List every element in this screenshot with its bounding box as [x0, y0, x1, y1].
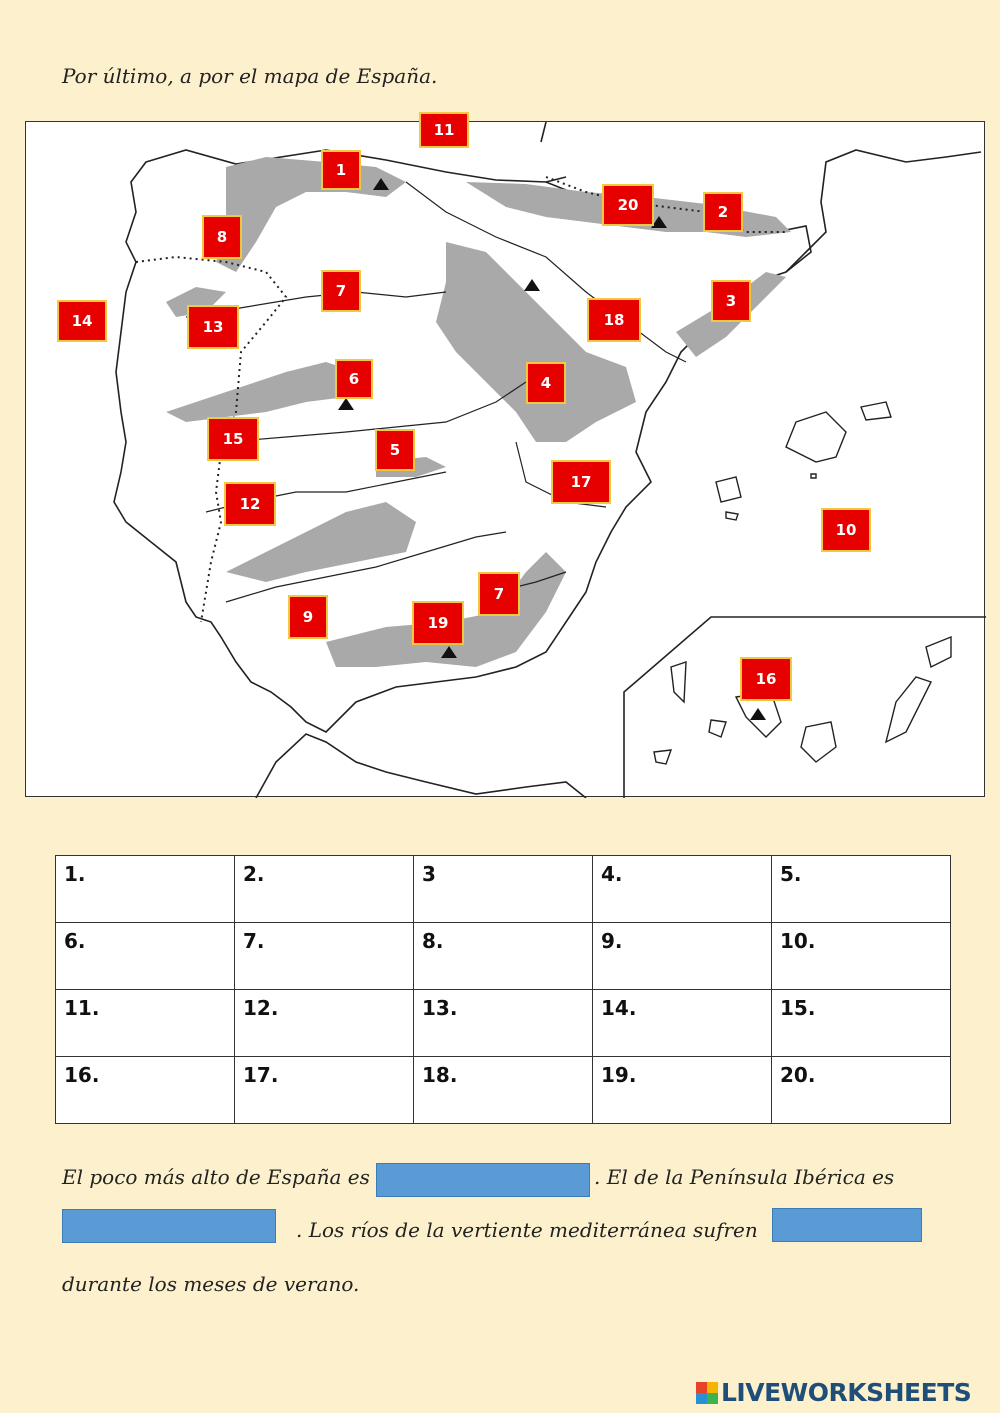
- map-marker-8[interactable]: 8: [202, 215, 242, 259]
- answer-cell[interactable]: 17.: [235, 1057, 414, 1124]
- answer-cell[interactable]: 15.: [772, 990, 951, 1057]
- map-marker-7-north[interactable]: 7: [321, 270, 361, 312]
- answer-cell[interactable]: 5.: [772, 856, 951, 923]
- map-marker-4[interactable]: 4: [526, 362, 566, 404]
- map-marker-1[interactable]: 1: [321, 150, 361, 190]
- map-marker-19[interactable]: 19: [412, 601, 464, 645]
- map-marker-16[interactable]: 16: [740, 657, 792, 701]
- answer-cell[interactable]: 3: [414, 856, 593, 923]
- map-marker-20[interactable]: 20: [602, 184, 654, 226]
- map-marker-15[interactable]: 15: [207, 417, 259, 461]
- table-row: [56, 856, 951, 923]
- africa-coast: [256, 734, 586, 798]
- ibiza: [716, 477, 741, 502]
- answer-cell[interactable]: 18.: [414, 1057, 593, 1124]
- answer-cell[interactable]: 4.: [593, 856, 772, 923]
- answer-cell[interactable]: 2.: [235, 856, 414, 923]
- isla-la-gomera: [709, 720, 726, 737]
- answer-cell[interactable]: 12.: [235, 990, 414, 1057]
- map-marker-6[interactable]: 6: [335, 359, 373, 399]
- map-drawing: [26, 122, 986, 798]
- answer-cell[interactable]: 1.: [56, 856, 235, 923]
- liveworksheets-logo-icon: [696, 1382, 718, 1404]
- answer-cell[interactable]: 6.: [56, 923, 235, 990]
- map-marker-9[interactable]: 9: [288, 595, 328, 639]
- answer-table: [55, 855, 951, 1124]
- answer-cell[interactable]: 16.: [56, 1057, 235, 1124]
- cabrera: [811, 474, 816, 478]
- map-marker-3[interactable]: 3: [711, 280, 751, 322]
- sentence-text: . El de la Península Ibérica es: [594, 1165, 895, 1189]
- answer-cell[interactable]: 10.: [772, 923, 951, 990]
- isla-fuerteventura: [886, 677, 931, 742]
- map-marker-14[interactable]: 14: [57, 300, 107, 342]
- answer-cell[interactable]: 8.: [414, 923, 593, 990]
- table-row: [56, 923, 951, 990]
- isla-gran-canaria: [801, 722, 836, 762]
- sentence-text: . Los ríos de la vertiente mediterránea sufren: [296, 1218, 758, 1242]
- answer-blank-2[interactable]: [62, 1209, 276, 1243]
- map-marker-12[interactable]: 12: [224, 482, 276, 526]
- answer-cell[interactable]: 13.: [414, 990, 593, 1057]
- map-marker-7-south[interactable]: 7: [478, 572, 520, 616]
- answer-blank-1[interactable]: [376, 1163, 590, 1197]
- map-marker-17[interactable]: 17: [551, 460, 611, 504]
- answer-blank-3[interactable]: [772, 1208, 922, 1242]
- isla-el-hierro: [654, 750, 671, 764]
- table-row: [56, 1057, 951, 1124]
- map-marker-11[interactable]: 11: [419, 112, 469, 148]
- answer-cell[interactable]: 14.: [593, 990, 772, 1057]
- brand-name: LIVEWORKSHEETS: [721, 1378, 972, 1407]
- instruction-text: Por último, a por el mapa de España.: [62, 64, 438, 88]
- spain-map: [25, 121, 985, 797]
- formentera: [726, 512, 738, 520]
- answer-cell[interactable]: 19.: [593, 1057, 772, 1124]
- table-row: [56, 990, 951, 1057]
- map-marker-13[interactable]: 13: [187, 305, 239, 349]
- mallorca: [786, 412, 846, 462]
- isla-la-palma: [671, 662, 686, 702]
- answer-cell[interactable]: 20.: [772, 1057, 951, 1124]
- answer-cell[interactable]: 7.: [235, 923, 414, 990]
- menorca: [861, 402, 891, 420]
- sentence-text: El poco más alto de España es: [62, 1165, 370, 1189]
- sentence-text: durante los meses de verano.: [62, 1272, 360, 1296]
- answer-cell[interactable]: 11.: [56, 990, 235, 1057]
- map-marker-10[interactable]: 10: [821, 508, 871, 552]
- answer-cell[interactable]: 9.: [593, 923, 772, 990]
- map-marker-5[interactable]: 5: [375, 429, 415, 471]
- liveworksheets-brand: [696, 1378, 971, 1407]
- isla-lanzarote: [926, 637, 951, 667]
- map-marker-18[interactable]: 18: [587, 298, 641, 342]
- map-marker-2[interactable]: 2: [703, 192, 743, 232]
